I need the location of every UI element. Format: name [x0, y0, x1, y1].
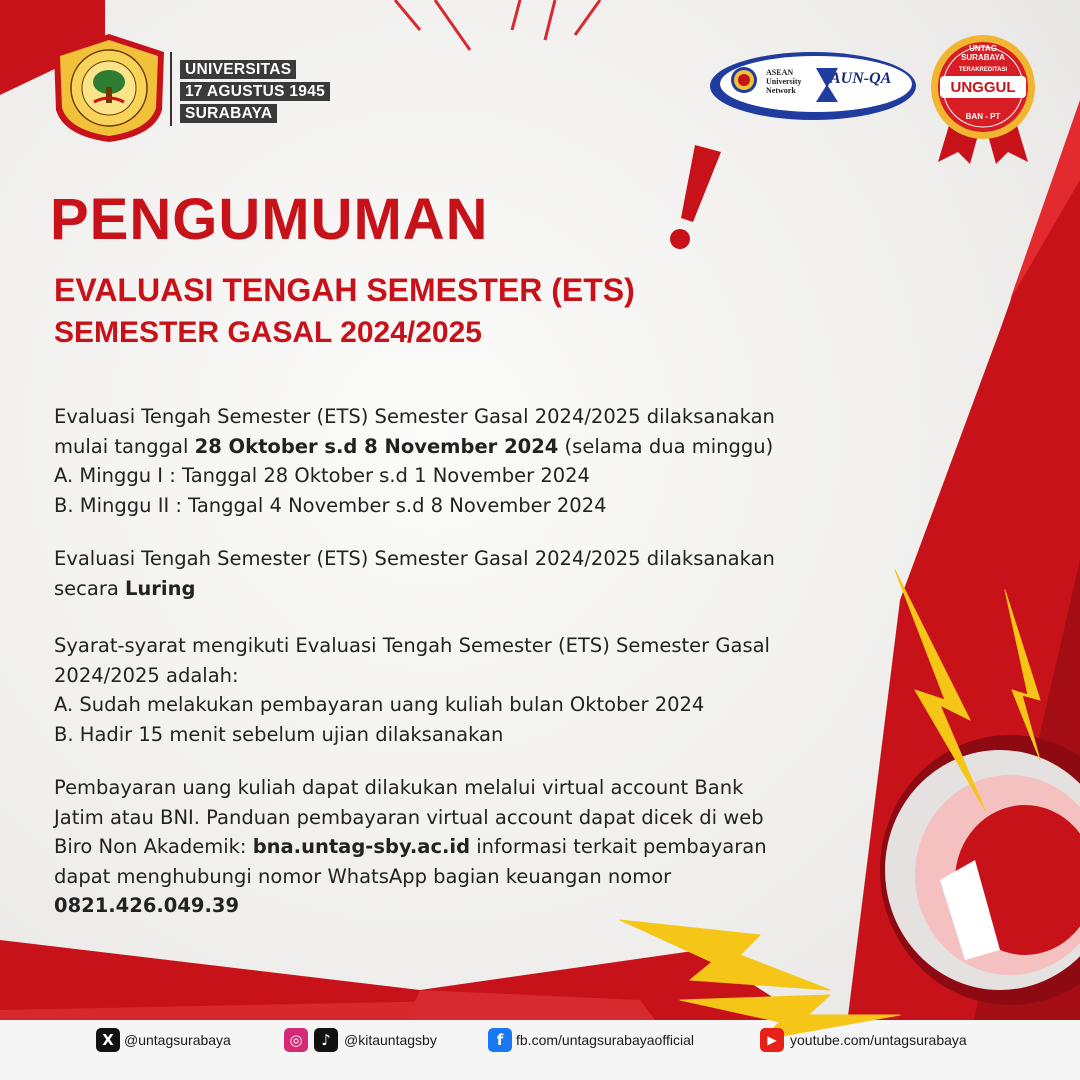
- university-logo: [50, 32, 168, 144]
- schedule-line-1: Evaluasi Tengah Semester (ETS) Semester Gasal 2024/2025 dilaksanakan: [54, 405, 775, 428]
- payment-line-4: dapat menghubungi nomor WhatsApp bagian keuangan nomor: [54, 864, 672, 888]
- subtitle-semester: SEMESTER GASAL 2024/2025: [54, 316, 482, 349]
- mode-line-1: Evaluasi Tengah Semester (ETS) Semester Gasal 2024/2025 dilaksanakan: [54, 547, 775, 570]
- university-name-line-3: SURABAYA: [180, 104, 277, 123]
- instagram-icon[interactable]: ◎: [284, 1028, 308, 1052]
- twitter-handle[interactable]: @untagsurabaya: [124, 1032, 231, 1048]
- paragraph-requirements: [54, 631, 836, 749]
- exclamation-icon: [655, 140, 730, 255]
- paragraph-schedule: [54, 402, 836, 520]
- page-title: PENGUMUMAN: [50, 187, 489, 252]
- facebook-icon[interactable]: f: [488, 1028, 512, 1052]
- youtube-icon[interactable]: ▶: [760, 1028, 784, 1052]
- schedule-prefix: mulai tanggal: [54, 434, 195, 458]
- aun-qa-label: AUN-QA: [830, 70, 892, 87]
- payment-web-suffix: informasi terkait pembayaran: [470, 835, 767, 858]
- mode-prefix: secara: [54, 576, 125, 600]
- badge-main-text: UNGGUL: [950, 79, 1016, 96]
- header-divider: [170, 52, 172, 126]
- university-name-line-2: 17 AGUSTUS 1945: [180, 82, 330, 101]
- youtube-link[interactable]: youtube.com/untagsurabaya: [790, 1032, 967, 1048]
- schedule-week-2: B. Minggu II : Tanggal 4 November s.d 8 November 2024: [54, 493, 607, 517]
- payment-web-prefix: Biro Non Akademik:: [54, 835, 253, 858]
- payment-phone-number: 0821.426.049.39: [54, 894, 240, 917]
- badge-top-text: UNTAG SURABAYA: [961, 44, 1005, 62]
- schedule-dates: 28 Oktober s.d 8 November 2024: [194, 434, 559, 458]
- tiktok-icon[interactable]: ♪: [314, 1028, 338, 1052]
- requirements-line-2: 2024/2025 adalah:: [54, 663, 239, 687]
- paragraph-mode: [54, 544, 836, 603]
- subtitle-ets: EVALUASI TENGAH SEMESTER (ETS): [54, 272, 635, 308]
- asean-network-label: ASEAN University Network: [766, 68, 802, 95]
- instagram-tiktok-handle[interactable]: @kitauntagsby: [344, 1032, 437, 1048]
- requirement-a: A. Sudah melakukan pembayaran uang kuliah bulan Oktober 2024: [54, 693, 705, 716]
- schedule-suffix: (selama dua minggu): [558, 434, 774, 458]
- payment-line-2: Jatim atau BNI. Panduan pembayaran virtual account dapat dicek di web: [54, 805, 764, 829]
- payment-website-link[interactable]: bna.untag-sby.ac.id: [252, 835, 471, 858]
- payment-line-3: [54, 832, 836, 862]
- facebook-link[interactable]: fb.com/untagsurabayaofficial: [516, 1032, 694, 1048]
- schedule-line-2: [54, 432, 836, 462]
- university-name-line-1: UNIVERSITAS: [180, 60, 296, 79]
- paragraph-payment: [54, 773, 836, 921]
- badge-bottom-text: BAN - PT: [965, 112, 1001, 121]
- requirement-b: B. Hadir 15 menit sebelum ujian dilaksanakan: [54, 722, 504, 746]
- badge-small-text: TERAKREDITASI: [958, 67, 1008, 73]
- requirements-line-1: Syarat-syarat mengikuti Evaluasi Tengah Semester (ETS) Semester Gasal: [54, 634, 770, 657]
- payment-line-1: Pembayaran uang kuliah dapat dilakukan melalui virtual account Bank: [54, 776, 744, 799]
- x-twitter-icon[interactable]: X: [96, 1028, 120, 1052]
- mode-value: Luring: [125, 576, 196, 600]
- schedule-week-1: A. Minggu I : Tanggal 28 Oktober s.d 1 November 2024: [54, 464, 590, 487]
- mode-line-2: [54, 574, 836, 604]
